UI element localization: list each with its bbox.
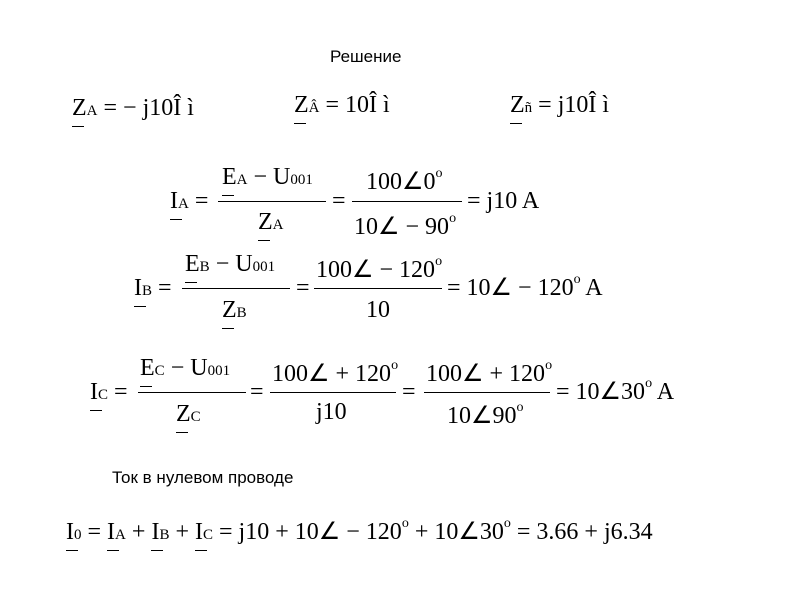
i0-term-ia: I [107,519,116,545]
ia-subscript: A [178,196,189,212]
equation-i0: I0 = IA + IB + IC = j10 + 10∠ − $120^o$ + $10\angle 30^o = 3.66 + j6.34$ [66,516,653,545]
zc-subscript: ñ [524,100,533,116]
ia-result: = j10 A [467,188,540,214]
i0-plus-1: + [125,519,152,545]
i0-term-ic-sub: C [203,527,214,543]
za-value: = − j10Î ì [103,95,194,121]
ib-denominator [222,298,247,322]
ib-numerator [185,252,275,276]
ic-frac3-num-sup: o [545,358,553,373]
ib-num-u-sub: 00 [252,259,268,275]
ic-frac2-numerator [272,358,399,387]
ia-frac2-den-text: 10∠ − 90 [354,214,450,240]
ib-frac2-denominator: 10 [366,297,390,323]
ia-frac2-numerator [366,166,443,195]
ia-fraction-bar-2 [352,201,462,202]
zb-symbol: Z [294,92,309,118]
ia-fraction-bar-1 [218,201,326,202]
ic-frac3-numerator [426,358,553,387]
ia-equals-2: = [332,188,346,214]
impedance-zb [294,93,390,117]
ic-result-unit: A [652,379,675,405]
ic-equals-2: = [250,379,264,405]
ic-numerator [140,356,230,380]
impedance-za [72,96,194,120]
ic-num-u-sub: 00 [207,363,223,379]
ib-symbol: I [134,275,142,301]
i0-term-ic: I [195,519,203,545]
ib-frac2-numerator [316,254,443,283]
i0-term-ia-sub: A [115,527,126,543]
ic-num-e-sub: C [154,363,165,379]
ic-frac3-num-text: 100∠ + 120 [426,361,546,387]
ic-fraction-bar-1 [138,392,246,393]
ia-num-e: E [222,164,237,190]
ic-subscript: C [98,387,109,403]
ib-fraction-bar-1 [182,288,290,289]
ib-result [447,272,603,301]
ib-num-u-sub2: 1 [267,259,276,275]
ic-result [556,376,675,405]
ib-frac2-num-text: 100∠ − 120 [316,257,436,283]
ic-frac2-denominator: j10 [316,399,347,425]
ia-num-e-sub: A [236,172,248,188]
ib-equals-2: = [296,275,310,301]
solution-heading: Решение [330,47,402,66]
ia-frac2-den-sup: o [449,211,457,226]
ia-symbol: I [170,188,178,214]
i0-rhs-part1: = j10 + 10∠ − 120 [213,519,402,545]
zb-subscript: Â [308,100,320,116]
ia-den-sub: A [272,217,284,233]
i0-rhs-part2: + 10∠30 [408,519,504,545]
ic-den-z: Z [176,401,191,427]
ic-symbol: I [90,379,98,405]
ib-fraction-bar-2 [314,288,442,289]
ia-lhs: IA = [170,188,209,214]
ic-denominator [176,402,201,426]
ic-num-u: − U [170,355,208,381]
ib-den-z: Z [222,297,237,323]
ic-den-sub: C [190,409,201,425]
ic-num-u-sub2: 1 [222,363,231,379]
ib-lhs: IB = [134,275,172,301]
zc-symbol: Z [510,92,525,118]
i0-term-ib-sub: B [159,527,170,543]
ic-frac2-num-sup: o [391,358,399,373]
ic-lhs: IC = [90,379,128,405]
ib-result-sup: o [573,272,581,287]
ic-frac3-den-text: 10∠90 [447,403,517,429]
ib-num-e-sub: B [199,259,210,275]
i0-rhs-sup1: o [401,516,409,531]
ic-frac3-den-sup: o [516,400,524,415]
ic-fraction-bar-2 [270,392,396,393]
ia-numerator [222,165,313,189]
ia-frac2-num-text: 100∠0 [366,169,436,195]
ic-fraction-bar-3 [424,392,550,393]
ib-result-unit: A [580,275,603,301]
ib-subscript: B [142,283,153,299]
ib-num-e: E [185,251,200,277]
ia-frac2-denominator [354,211,457,240]
impedance-zc [510,93,609,117]
ia-denominator [258,210,284,234]
ib-frac2-num-sup: o [435,254,443,269]
i0-subscript: 0 [74,527,82,543]
ic-equals-3: = [402,379,416,405]
i0-rhs-sup2: o [503,516,511,531]
ia-den-z: Z [258,209,273,235]
neutral-current-label: Ток в нулевом проводе [112,468,294,487]
za-subscript: A [86,103,98,119]
ic-num-e: E [140,355,155,381]
ic-result-sup: o [645,376,653,391]
i0-term-ib: I [151,519,160,545]
i0-symbol: I [66,519,74,545]
ib-den-sub: B [236,305,247,321]
zc-value: = j10Î ì [538,92,610,118]
zb-value: = 10Î ì [325,92,390,118]
ic-frac2-num-text: 100∠ + 120 [272,361,392,387]
i0-rhs-part3: = 3.66 + j6.34 [510,519,653,545]
ib-num-u: − U [215,251,253,277]
ia-num-u-sub2: 1 [305,172,313,188]
ic-result-text: = 10∠30 [556,379,646,405]
ic-frac3-denominator [447,400,524,429]
i0-plus-2: + [169,519,195,545]
ia-num-u-sub: 00 [290,172,306,188]
ia-frac2-num-sup: o [435,166,443,181]
ib-result-text: = 10∠ − 120 [447,275,574,301]
ia-num-u: − U [253,164,291,190]
za-symbol: Z [72,95,87,121]
